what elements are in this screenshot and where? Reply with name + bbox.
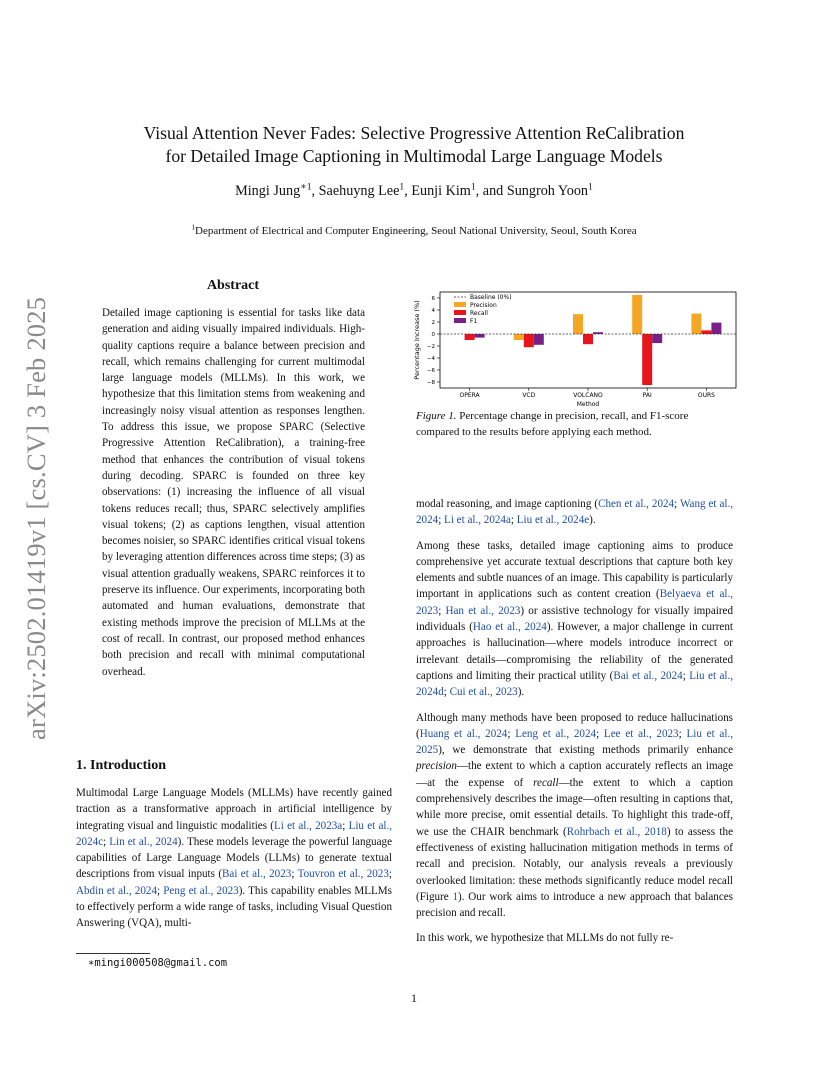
- legend-label: F1: [470, 318, 478, 325]
- footnote-rule: [76, 953, 150, 954]
- text-segment: modal reasoning, and image captioning (: [416, 498, 599, 510]
- affiliation: [0, 222, 828, 237]
- author-separator: ,: [311, 183, 319, 199]
- text-segment: ;: [678, 727, 687, 740]
- text-segment: ). This capability enables MLLMs to effectively perform a wide range of tasks, including Visual Question Answering (VQA), multi-: [76, 884, 392, 930]
- author-name: Sungroh Yoon: [506, 183, 589, 199]
- legend-swatch: [454, 302, 466, 307]
- y-tick-label: 4: [431, 308, 435, 314]
- footnote-email: ∗mingi000508@gmail.com: [88, 957, 228, 969]
- text-segment: ;: [438, 514, 445, 527]
- paragraph: [76, 785, 392, 932]
- text-segment: ;: [103, 835, 110, 848]
- text-segment: ). Our work aims to introduce a new approach that balances precision and recall.: [416, 890, 733, 920]
- text-segment: ).: [517, 686, 525, 699]
- bar-precision: [691, 314, 701, 334]
- legend-label: Recall: [470, 310, 488, 317]
- citation-link[interactable]: Leng et al., 2024: [515, 727, 597, 740]
- bar-recall: [465, 334, 475, 340]
- y-tick-label: −4: [426, 356, 435, 362]
- abstract-body: Detailed image captioning is essential for tasks like data generation and aiding visually impaired individuals. High-quality captions require a balance between precision and recall, which remains challenging for current multimodal large language models (MLLMs). In this work, we hypothesize that this limitation stems from weakening and increasingly noisy visual attention as responses lengthen. To address this issue, we propose SPARC (Selective Progressive Attention ReCalibration), a training-free method that enhances the contribution of visual tokens during decoding. SPARC is founded on three key observations: (1) increasing the influence of all visual tokens reduces recall; thus, SPARC selectively amplifies visual tokens; (2) as captions lengthen, visual attention becomes noisier, so SPARC identifies critical visual tokens by leveraging attention differences across time steps; (3) as visual attention gradually weakens, SPARC reinforces it to preserve its influence. Our experiments, incorporating both automated and human evaluations, demonstrate that existing methods improve the precision of MLLMs at the cost of recall. In contrast, our proposed method enhances both precision and recall with minimal computational overhead.: [102, 307, 365, 678]
- citation-link[interactable]: Lee et al., 2023: [603, 727, 679, 740]
- text-segment: ;: [510, 514, 517, 527]
- text-segment: —the extent to which a caption comprehensively describes the image—often resulting in captions that, while more precise, omit essential details. To highlight this trade-off, we use the CHAIR benchmark (: [416, 776, 734, 838]
- text-segment: ) or assistive technology for visually impaired individuals (: [416, 604, 733, 634]
- x-tick-label: OURS: [697, 392, 715, 399]
- citation-link[interactable]: Huang et al., 2024: [419, 727, 508, 740]
- legend-label: Precision: [470, 302, 497, 309]
- author-affil-mark: ∗1: [300, 181, 312, 193]
- text-segment: ;: [438, 604, 446, 617]
- citation-link[interactable]: Bai et al., 2024: [613, 669, 683, 682]
- text-segment: ;: [674, 498, 680, 510]
- bar-f1: [711, 323, 721, 334]
- text-segment: ;: [507, 727, 516, 740]
- text-segment: ).: [589, 514, 596, 527]
- paragraph: [416, 538, 733, 701]
- citation-link[interactable]: Li et al., 2023a: [273, 819, 343, 832]
- text-segment: Although many methods have been proposed to reduce hallucinations (: [416, 711, 733, 740]
- text-segment: ;: [157, 884, 164, 897]
- legend-swatch: [454, 310, 466, 315]
- bar-f1: [534, 334, 544, 345]
- bar-recall: [583, 334, 593, 344]
- bar-f1: [475, 334, 485, 338]
- citation-link[interactable]: Cui et al., 2023: [449, 686, 518, 699]
- paragraph: [416, 930, 733, 946]
- paragraph: [416, 710, 733, 922]
- title-line-1: Visual Attention Never Fades: Selective Progressive Attention ReCalibration: [143, 123, 685, 143]
- citation-link[interactable]: Lin et al., 2024: [109, 835, 178, 848]
- arxiv-stamp: arXiv:2502.01419v1 [cs.CV] 3 Feb 2025: [21, 296, 51, 740]
- legend-swatch: [454, 318, 466, 323]
- citation-link[interactable]: Peng et al., 2023: [163, 884, 239, 897]
- text-segment: Among these tasks, detailed image captioning aims to produce comprehensive yet accurate textual descriptions that capture both key elements and subtle nuances of an image. This capability is particularly important in applications such as content creation (: [416, 539, 733, 601]
- y-tick-label: −2: [426, 344, 435, 350]
- emphasis-text: precision: [416, 760, 457, 773]
- text-segment: —the extent to which a caption accurately reflects an image—at the expense of: [416, 760, 733, 789]
- citation-link[interactable]: Chen et al., 2024: [598, 498, 675, 510]
- text-segment: ;: [443, 686, 450, 699]
- author-name: Mingi Jung: [235, 183, 301, 199]
- text-segment: Multimodal Large Language Models (MLLMs) have recently gained traction as a transformative approach in artificial intelligence by integrating visual and linguistic modalities (: [76, 787, 392, 832]
- y-axis-label: Percentage Increase (%): [413, 300, 421, 380]
- x-tick-label: PAI: [642, 392, 652, 399]
- figure-1-bar-chart: [410, 284, 740, 410]
- text-segment: ;: [596, 727, 604, 740]
- y-tick-label: −8: [426, 380, 435, 386]
- author-affil-mark: 1: [399, 181, 405, 193]
- text-segment: ;: [388, 868, 392, 881]
- title-line-2: for Detailed Image Captioning in Multimodal Large Language Models: [165, 146, 663, 166]
- intro-paragraph: [76, 785, 392, 941]
- affiliation-text: Department of Electrical and Computer Engineering, Seoul National University, Seoul, South Korea: [195, 225, 637, 237]
- y-tick-label: 2: [431, 320, 435, 326]
- bar-precision: [573, 314, 583, 334]
- figure-label: Figure 1.: [416, 410, 457, 422]
- y-tick-label: 0: [431, 332, 435, 338]
- legend-label: Baseline (0%): [470, 294, 512, 301]
- emphasis-text: recall: [533, 776, 559, 789]
- bar-recall: [524, 334, 534, 347]
- section-heading: 1. Introduction: [76, 758, 166, 773]
- text-segment: ;: [682, 669, 690, 682]
- text-segment: ). These models leverage the powerful language capabilities of Large Language Models (LLMs) to generate textual descriptions from visual inputs (: [76, 835, 392, 881]
- bar-precision: [632, 295, 642, 334]
- bar-recall: [701, 330, 711, 334]
- text-segment: ). However, a major challenge in current approaches is hallucination—where models introduce incorrect or irrelevant details—compromising the reliability of the generated captions and limiting their practical utility (: [416, 621, 733, 682]
- y-tick-label: −6: [426, 368, 435, 374]
- figure-caption-text: Percentage change in precision, recall, and F1-score compared to the results before applying each method.: [416, 410, 689, 438]
- author-affil-mark: 1: [470, 181, 476, 193]
- author-separator: , and: [475, 183, 507, 199]
- text-segment: ;: [291, 868, 298, 881]
- citation-link[interactable]: Rohrbach et al., 2018: [566, 825, 667, 838]
- author-affil-mark: 1: [588, 181, 593, 193]
- right-column-text: [416, 496, 733, 956]
- bar-recall: [642, 334, 652, 385]
- citation-link[interactable]: Li et al., 2024a: [444, 514, 511, 527]
- citation-link[interactable]: Liu et al., 2024d: [416, 669, 733, 699]
- citation-link[interactable]: Belyaeva et al., 2023: [416, 588, 733, 617]
- citation-link[interactable]: Touvron et al., 2023: [297, 868, 389, 881]
- abstract-heading: Abstract: [206, 278, 260, 293]
- x-axis-label: Method: [576, 401, 600, 408]
- author-name: Saehuyng Lee: [318, 183, 400, 199]
- text-segment: ;: [342, 819, 349, 832]
- author-separator: ,: [404, 183, 412, 199]
- text-segment: ), we demonstrate that existing methods primarily enhance: [438, 744, 733, 757]
- citation-link[interactable]: Hao et al., 2024: [472, 621, 547, 634]
- author-name: Eunji Kim: [411, 183, 471, 199]
- citation-link[interactable]: Liu et al., 2025: [416, 727, 733, 757]
- text-segment: In this work, we hypothesize that MLLMs do not fully re-: [416, 932, 674, 945]
- text-segment: ) to assess the effectiveness of existing hallucination mitigation methods in terms of recall and precision. Notably, our analysis reveals a previously overlooked limitation: these methods significantly reduce model recall (Figure: [416, 825, 733, 903]
- citation-link[interactable]: Liu et al., 2024e: [516, 514, 590, 527]
- figure-caption: [416, 409, 733, 440]
- y-tick-label: 6: [431, 296, 435, 302]
- page-number: 1: [411, 991, 417, 1005]
- x-tick-label: OPERA: [459, 392, 480, 399]
- x-tick-label: VCD: [522, 392, 536, 399]
- citation-link[interactable]: Bai et al., 2023: [222, 868, 292, 881]
- author-list: [0, 183, 828, 200]
- citation-link[interactable]: 1: [452, 890, 459, 903]
- paragraph: [416, 496, 733, 529]
- bar-precision: [514, 334, 524, 340]
- affiliation-mark: 1: [191, 222, 196, 232]
- paper-title: [70, 122, 758, 168]
- citation-link[interactable]: Abdin et al., 2024: [76, 884, 157, 897]
- bar-f1: [652, 334, 662, 343]
- x-tick-label: VOLCANO: [573, 392, 603, 399]
- citation-link[interactable]: Han et al., 2023: [445, 604, 521, 617]
- citation-link[interactable]: Wang et al., 2024: [416, 498, 734, 527]
- citation-link[interactable]: Liu et al., 2024c: [76, 819, 393, 848]
